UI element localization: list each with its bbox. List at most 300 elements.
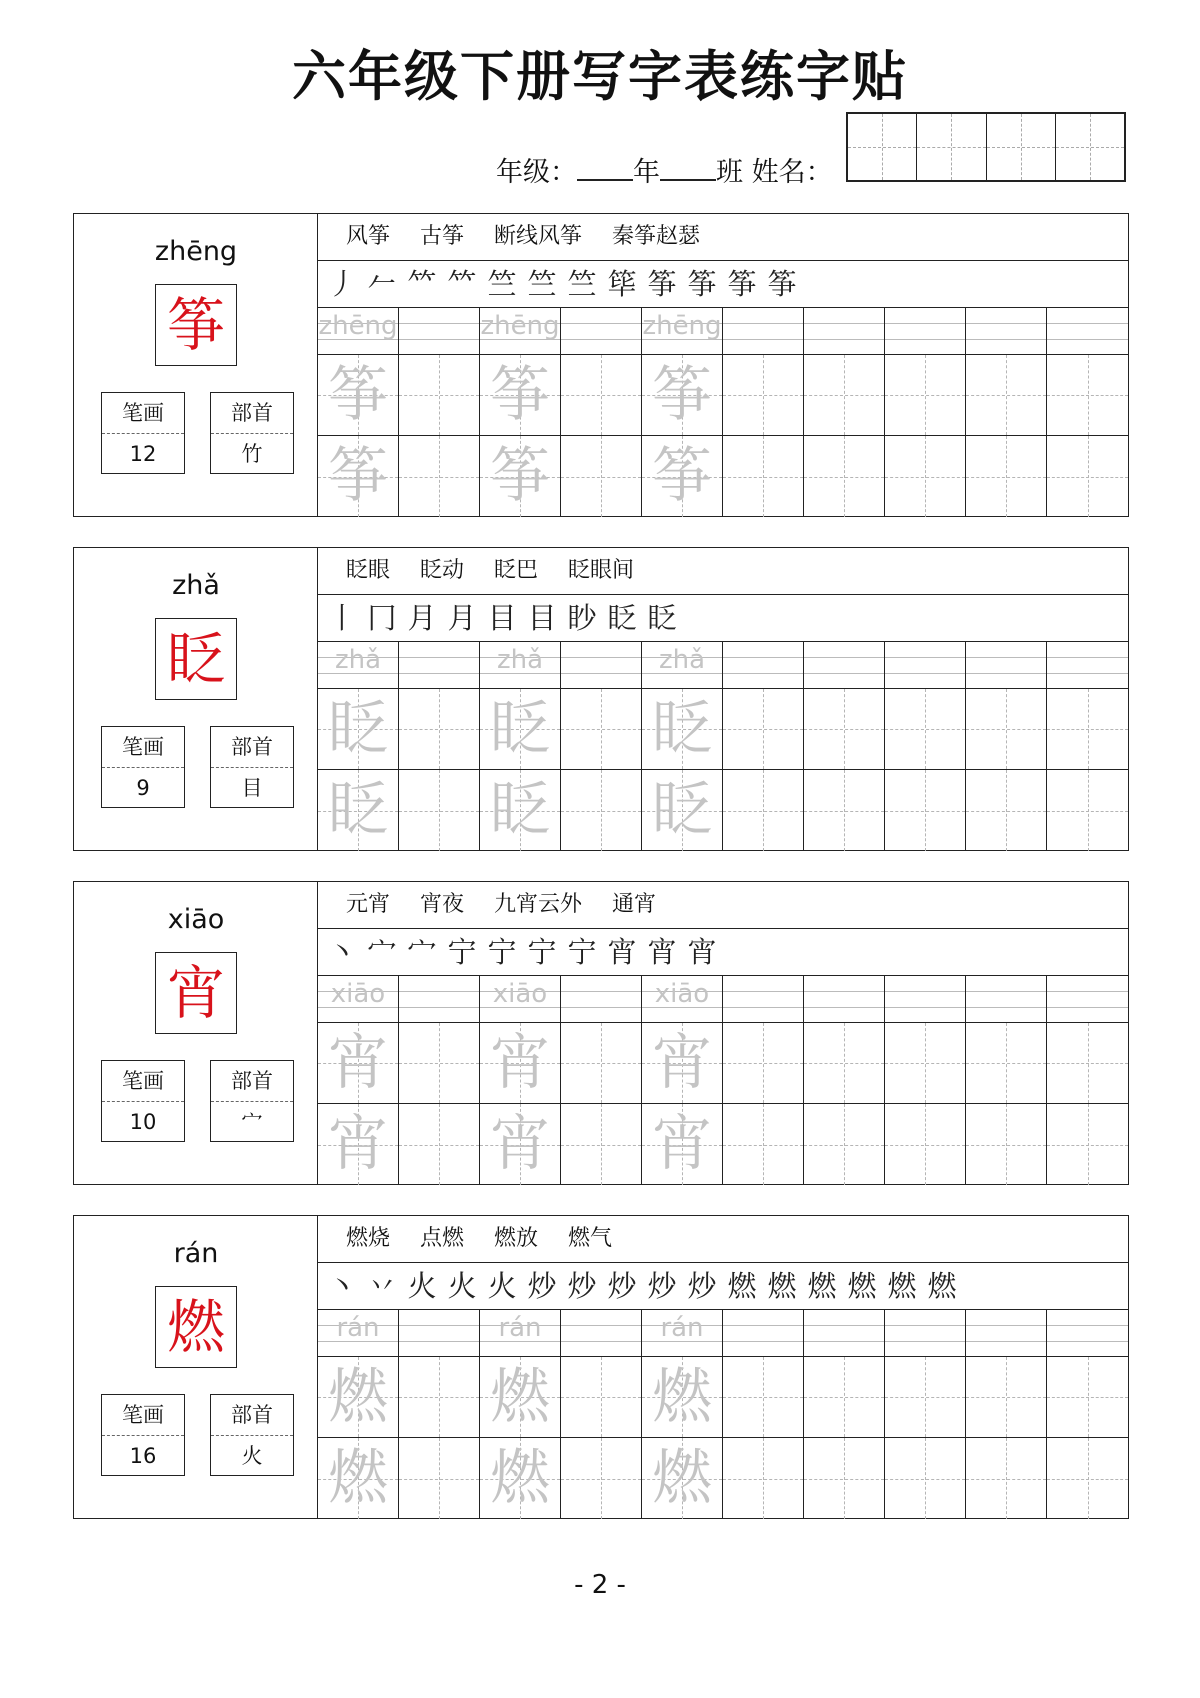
stroke-order-step: 燃 xyxy=(767,1269,797,1303)
pinyin-cell[interactable] xyxy=(723,642,804,688)
radical-value: 火 xyxy=(241,1444,263,1468)
example-word: 眨动 xyxy=(420,558,465,583)
writing-grid xyxy=(318,1310,1128,1519)
writing-cell[interactable] xyxy=(480,1104,561,1185)
trace-character: 宵 xyxy=(328,1109,388,1179)
writing-cell[interactable] xyxy=(723,1357,804,1437)
practice-area xyxy=(318,548,1128,850)
example-words xyxy=(318,548,1128,595)
writing-cell[interactable] xyxy=(399,436,480,517)
pinyin-cell[interactable] xyxy=(966,308,1047,354)
writing-cell[interactable] xyxy=(318,1104,399,1185)
writing-cell[interactable] xyxy=(399,355,480,435)
pinyin-cell[interactable] xyxy=(318,976,399,1022)
pinyin-cell[interactable] xyxy=(480,642,561,688)
stroke-count-box xyxy=(101,1060,185,1142)
pinyin-cell[interactable] xyxy=(804,1310,885,1356)
writing-cell[interactable] xyxy=(642,770,723,851)
practice-block xyxy=(73,547,1129,851)
writing-cell[interactable] xyxy=(885,1104,966,1185)
character-row xyxy=(318,436,1128,517)
example-word: 宵夜 xyxy=(420,892,465,917)
trace-character: 宵 xyxy=(652,1109,712,1179)
trace-character: 眨 xyxy=(328,694,388,764)
trace-character: 筝 xyxy=(652,441,712,511)
pinyin-cell[interactable] xyxy=(723,976,804,1022)
writing-cell[interactable] xyxy=(1047,1023,1128,1103)
pinyin-trace: rán xyxy=(660,1313,704,1343)
character-row xyxy=(318,1023,1128,1104)
example-word: 风筝 xyxy=(346,224,391,249)
stroke-order-step: 宁 xyxy=(567,935,597,969)
stroke-order-step: 筝 xyxy=(727,267,757,301)
stroke-order-step: 目 xyxy=(527,601,557,635)
writing-cell[interactable] xyxy=(885,1023,966,1103)
writing-cell[interactable] xyxy=(1047,770,1128,851)
pinyin-trace: zhǎ xyxy=(496,645,544,675)
character-pinyin: zhǎ xyxy=(172,570,220,601)
pinyin-cell[interactable] xyxy=(642,308,723,354)
character-info xyxy=(74,548,318,850)
name-box-cell[interactable] xyxy=(987,114,1056,180)
pinyin-cell[interactable] xyxy=(723,308,804,354)
writing-cell[interactable] xyxy=(399,689,480,769)
stroke-count-box xyxy=(101,392,185,474)
stroke-order-step: 火 xyxy=(407,1269,437,1303)
stroke-order-step: 炒 xyxy=(567,1269,597,1303)
writing-cell[interactable] xyxy=(1047,1357,1128,1437)
trace-character: 筝 xyxy=(328,441,388,511)
character-info xyxy=(74,214,318,516)
stroke-order-step: 燃 xyxy=(727,1269,757,1303)
pinyin-cell[interactable] xyxy=(1047,976,1128,1022)
example-words xyxy=(318,882,1128,929)
example-word: 通宵 xyxy=(612,892,657,917)
writing-cell[interactable] xyxy=(642,1438,723,1519)
writing-cell[interactable] xyxy=(723,1023,804,1103)
pinyin-trace: xiāo xyxy=(492,979,548,1009)
pinyin-cell[interactable] xyxy=(723,1310,804,1356)
character-row xyxy=(318,1438,1128,1519)
example-word: 燃烧 xyxy=(346,1226,391,1251)
stroke-order-step: 筝 xyxy=(687,267,717,301)
pinyin-row xyxy=(318,976,1128,1023)
writing-cell[interactable] xyxy=(561,355,642,435)
radical-box xyxy=(210,1060,294,1142)
writing-cell[interactable] xyxy=(480,1023,561,1103)
writing-cell[interactable] xyxy=(804,1104,885,1185)
pinyin-cell[interactable] xyxy=(642,976,723,1022)
practice-block xyxy=(73,213,1129,517)
stroke-order-step: 燃 xyxy=(847,1269,877,1303)
pinyin-cell[interactable] xyxy=(885,642,966,688)
trace-character: 眨 xyxy=(490,694,550,764)
pinyin-trace: rán xyxy=(498,1313,542,1343)
stroke-order-step: 火 xyxy=(447,1269,477,1303)
writing-cell[interactable] xyxy=(1047,1104,1128,1185)
character-row xyxy=(318,770,1128,851)
stroke-order-row xyxy=(318,595,1128,642)
stroke-order-step: 燃 xyxy=(927,1269,957,1303)
class-blank[interactable] xyxy=(660,157,716,181)
example-word: 眨眼间 xyxy=(568,558,635,583)
pinyin-cell[interactable] xyxy=(318,1310,399,1356)
writing-cell[interactable] xyxy=(885,436,966,517)
stroke-order-step: 月 xyxy=(407,601,437,635)
stroke-order-step: 目 xyxy=(487,601,517,635)
writing-cell[interactable] xyxy=(1047,355,1128,435)
example-word: 秦筝赵瑟 xyxy=(612,224,701,249)
stroke-count-label: 笔画 xyxy=(102,1395,184,1436)
practice-area xyxy=(318,1216,1128,1518)
pinyin-trace: zhēng xyxy=(480,311,560,341)
character-pinyin: xiāo xyxy=(167,904,225,935)
trace-character: 宵 xyxy=(490,1028,550,1098)
writing-cell[interactable] xyxy=(480,689,561,769)
name-box-cell[interactable] xyxy=(917,114,986,180)
stroke-order-step: 月 xyxy=(447,601,477,635)
pinyin-cell[interactable] xyxy=(642,1310,723,1356)
writing-cell[interactable] xyxy=(804,1023,885,1103)
stroke-order-step: 筚 xyxy=(607,267,637,301)
writing-cell[interactable] xyxy=(966,770,1047,851)
radical-value: 竹 xyxy=(241,442,263,466)
stroke-count-label: 笔画 xyxy=(102,1061,184,1102)
writing-cell[interactable] xyxy=(642,355,723,435)
writing-cell[interactable] xyxy=(399,1438,480,1519)
stroke-order-step: 燃 xyxy=(807,1269,837,1303)
stroke-order-step: 冂 xyxy=(367,601,397,635)
stroke-order-step: 竺 xyxy=(487,267,517,301)
stroke-order-row xyxy=(318,929,1128,976)
stroke-order-step: 丷 xyxy=(367,1269,397,1303)
trace-character: 筝 xyxy=(490,360,550,430)
writing-grid xyxy=(318,976,1128,1185)
stroke-order-step: 宵 xyxy=(647,935,677,969)
stroke-order-step: 竺 xyxy=(567,267,597,301)
stroke-order-step: 筝 xyxy=(647,267,677,301)
trace-character: 眨 xyxy=(328,775,388,845)
writing-cell[interactable] xyxy=(318,689,399,769)
grade-label: 年级： xyxy=(496,157,577,188)
stroke-order-step: 竺 xyxy=(527,267,557,301)
pinyin-trace: zhǎ xyxy=(334,645,382,675)
pinyin-cell[interactable] xyxy=(318,308,399,354)
stroke-order-step: 炒 xyxy=(647,1269,677,1303)
pinyin-trace: zhǎ xyxy=(658,645,706,675)
writing-cell[interactable] xyxy=(804,355,885,435)
writing-cell[interactable] xyxy=(642,436,723,517)
pinyin-cell[interactable] xyxy=(966,976,1047,1022)
writing-cell[interactable] xyxy=(804,1357,885,1437)
student-info-line xyxy=(496,150,833,189)
writing-cell[interactable] xyxy=(642,1357,723,1437)
practice-block xyxy=(73,1215,1129,1519)
pinyin-trace: rán xyxy=(336,1313,380,1343)
writing-cell[interactable] xyxy=(561,770,642,851)
writing-cell[interactable] xyxy=(804,1438,885,1519)
example-word: 眨眼 xyxy=(346,558,391,583)
stroke-order-step: 炒 xyxy=(687,1269,717,1303)
trace-character: 燃 xyxy=(490,1362,550,1432)
pinyin-cell[interactable] xyxy=(804,976,885,1022)
pinyin-row xyxy=(318,1310,1128,1357)
writing-cell[interactable] xyxy=(561,1104,642,1185)
pinyin-cell[interactable] xyxy=(399,308,480,354)
radical-value: 宀 xyxy=(241,1110,263,1134)
writing-cell[interactable] xyxy=(318,1357,399,1437)
writing-cell[interactable] xyxy=(480,1357,561,1437)
trace-character: 筝 xyxy=(652,360,712,430)
writing-cell[interactable] xyxy=(399,1023,480,1103)
stroke-order-step: 宵 xyxy=(687,935,717,969)
pinyin-cell[interactable] xyxy=(642,642,723,688)
name-label: 姓名： xyxy=(751,157,833,188)
radical-label: 部首 xyxy=(211,1395,293,1436)
example-word: 断线风筝 xyxy=(494,224,583,249)
stroke-order-step: 丨 xyxy=(327,601,357,635)
stroke-order-row xyxy=(318,1263,1128,1310)
writing-cell[interactable] xyxy=(1047,436,1128,517)
writing-cell[interactable] xyxy=(804,436,885,517)
trace-character: 宵 xyxy=(328,1028,388,1098)
stroke-order-step: 宀 xyxy=(407,935,437,969)
pinyin-cell[interactable] xyxy=(1047,308,1128,354)
radical-box xyxy=(210,726,294,808)
character-pinyin: rán xyxy=(173,1238,219,1269)
radical-box xyxy=(210,392,294,474)
stroke-order-step: 丶 xyxy=(327,935,357,969)
stroke-order-row xyxy=(318,261,1128,308)
writing-cell[interactable] xyxy=(966,1357,1047,1437)
writing-cell[interactable] xyxy=(723,355,804,435)
stroke-order-step: 宁 xyxy=(487,935,517,969)
radical-label: 部首 xyxy=(211,393,293,434)
name-box-cell[interactable] xyxy=(1056,114,1124,180)
writing-grid xyxy=(318,642,1128,851)
pinyin-cell[interactable] xyxy=(885,1310,966,1356)
pinyin-trace: xiāo xyxy=(330,979,386,1009)
stroke-order-step: 𥫗 xyxy=(447,267,477,301)
trace-character: 眨 xyxy=(490,775,550,845)
writing-cell[interactable] xyxy=(561,1357,642,1437)
writing-cell[interactable] xyxy=(480,355,561,435)
writing-cell[interactable] xyxy=(966,1438,1047,1519)
pinyin-cell[interactable] xyxy=(1047,1310,1128,1356)
stroke-order-step: 筝 xyxy=(767,267,797,301)
pinyin-cell[interactable] xyxy=(318,642,399,688)
trace-character: 燃 xyxy=(328,1362,388,1432)
writing-cell[interactable] xyxy=(561,436,642,517)
model-character: 筝 xyxy=(155,284,237,366)
writing-cell[interactable] xyxy=(318,1023,399,1103)
writing-cell[interactable] xyxy=(885,689,966,769)
stroke-order-step: 宀 xyxy=(367,935,397,969)
trace-character: 燃 xyxy=(490,1443,550,1513)
pinyin-row xyxy=(318,308,1128,355)
writing-cell[interactable] xyxy=(399,1357,480,1437)
pinyin-cell[interactable] xyxy=(885,976,966,1022)
example-word: 燃气 xyxy=(568,1226,613,1251)
stroke-order-step: 炒 xyxy=(527,1269,557,1303)
stroke-count-box xyxy=(101,1394,185,1476)
pinyin-cell[interactable] xyxy=(804,308,885,354)
pinyin-cell[interactable] xyxy=(480,1310,561,1356)
writing-cell[interactable] xyxy=(399,1104,480,1185)
writing-cell[interactable] xyxy=(885,770,966,851)
trace-character: 筝 xyxy=(328,360,388,430)
model-character: 宵 xyxy=(155,952,237,1034)
trace-character: 宵 xyxy=(652,1028,712,1098)
pinyin-cell[interactable] xyxy=(480,308,561,354)
page-number: - 2 - xyxy=(574,1570,626,1600)
writing-cell[interactable] xyxy=(966,1104,1047,1185)
writing-cell[interactable] xyxy=(642,1104,723,1185)
pinyin-cell[interactable] xyxy=(966,1310,1047,1356)
example-word: 古筝 xyxy=(420,224,465,249)
model-character: 眨 xyxy=(155,618,237,700)
writing-cell[interactable] xyxy=(966,436,1047,517)
writing-cell[interactable] xyxy=(1047,1438,1128,1519)
stroke-order-step: 眇 xyxy=(567,601,597,635)
radical-label: 部首 xyxy=(211,727,293,768)
page-title: 六年级下册写字表练字贴 xyxy=(292,45,908,108)
radical-box xyxy=(210,1394,294,1476)
pinyin-cell[interactable] xyxy=(561,642,642,688)
year-label: 年 xyxy=(633,157,660,188)
writing-cell[interactable] xyxy=(723,770,804,851)
stroke-count-label: 笔画 xyxy=(102,393,184,434)
writing-cell[interactable] xyxy=(966,689,1047,769)
example-word: 燃放 xyxy=(494,1226,539,1251)
writing-cell[interactable] xyxy=(723,436,804,517)
writing-cell[interactable] xyxy=(480,1438,561,1519)
writing-cell[interactable] xyxy=(318,770,399,851)
writing-grid xyxy=(318,308,1128,517)
writing-cell[interactable] xyxy=(561,1438,642,1519)
stroke-order-step: 炒 xyxy=(607,1269,637,1303)
writing-cell[interactable] xyxy=(966,355,1047,435)
stroke-order-step: 宵 xyxy=(607,935,637,969)
pinyin-cell[interactable] xyxy=(1047,642,1128,688)
pinyin-cell[interactable] xyxy=(480,976,561,1022)
character-row xyxy=(318,1357,1128,1438)
stroke-order-step: 燃 xyxy=(887,1269,917,1303)
writing-cell[interactable] xyxy=(723,689,804,769)
stroke-count-label: 笔画 xyxy=(102,727,184,768)
stroke-order-step: 丶 xyxy=(327,1269,357,1303)
writing-cell[interactable] xyxy=(885,355,966,435)
stroke-order-step: 火 xyxy=(487,1269,517,1303)
writing-cell[interactable] xyxy=(885,1357,966,1437)
stroke-order-step: 宁 xyxy=(447,935,477,969)
writing-cell[interactable] xyxy=(885,1438,966,1519)
writing-cell[interactable] xyxy=(1047,689,1128,769)
example-word: 眨巴 xyxy=(494,558,539,583)
writing-cell[interactable] xyxy=(966,1023,1047,1103)
trace-character: 眨 xyxy=(652,694,712,764)
grade-blank[interactable] xyxy=(577,157,633,181)
stroke-order-step: 宁 xyxy=(527,935,557,969)
writing-cell[interactable] xyxy=(804,770,885,851)
pinyin-cell[interactable] xyxy=(885,308,966,354)
model-character: 燃 xyxy=(155,1286,237,1368)
stroke-order-step: 眨 xyxy=(647,601,677,635)
pinyin-cell[interactable] xyxy=(561,1310,642,1356)
writing-cell[interactable] xyxy=(642,689,723,769)
stroke-order-step: 眨 xyxy=(607,601,637,635)
writing-cell[interactable] xyxy=(804,689,885,769)
character-pinyin: zhēng xyxy=(154,236,238,267)
pinyin-trace: xiāo xyxy=(654,979,710,1009)
pinyin-cell[interactable] xyxy=(966,642,1047,688)
example-word: 点燃 xyxy=(420,1226,465,1251)
example-words xyxy=(318,214,1128,261)
stroke-count-value: 9 xyxy=(136,776,150,800)
pinyin-cell[interactable] xyxy=(561,976,642,1022)
pinyin-cell[interactable] xyxy=(804,642,885,688)
stroke-order-step: 𥫗 xyxy=(407,267,437,301)
pinyin-row xyxy=(318,642,1128,689)
example-words xyxy=(318,1216,1128,1263)
writing-cell[interactable] xyxy=(642,1023,723,1103)
practice-area xyxy=(318,882,1128,1184)
name-box-cell[interactable] xyxy=(848,114,917,180)
radical-label: 部首 xyxy=(211,1061,293,1102)
writing-cell[interactable] xyxy=(561,1023,642,1103)
trace-character: 筝 xyxy=(490,441,550,511)
writing-cell[interactable] xyxy=(480,770,561,851)
stroke-count-value: 10 xyxy=(129,1110,157,1134)
name-writing-boxes[interactable] xyxy=(846,112,1126,182)
pinyin-trace: zhēng xyxy=(642,311,722,341)
writing-cell[interactable] xyxy=(318,1438,399,1519)
stroke-count-box xyxy=(101,726,185,808)
character-row xyxy=(318,689,1128,770)
writing-cell[interactable] xyxy=(399,770,480,851)
trace-character: 燃 xyxy=(652,1443,712,1513)
pinyin-cell[interactable] xyxy=(399,642,480,688)
trace-character: 眨 xyxy=(652,775,712,845)
pinyin-cell[interactable] xyxy=(561,308,642,354)
trace-character: 燃 xyxy=(328,1443,388,1513)
class-label: 班 xyxy=(716,157,743,188)
pinyin-cell[interactable] xyxy=(399,976,480,1022)
radical-value: 目 xyxy=(241,776,263,800)
stroke-count-value: 12 xyxy=(129,442,157,466)
stroke-order-step: 丿 xyxy=(327,267,357,301)
writing-cell[interactable] xyxy=(723,1438,804,1519)
pinyin-trace: zhēng xyxy=(318,311,398,341)
writing-cell[interactable] xyxy=(723,1104,804,1185)
pinyin-cell[interactable] xyxy=(399,1310,480,1356)
stroke-order-step: 𠂉 xyxy=(367,267,397,301)
practice-area xyxy=(318,214,1128,516)
character-info xyxy=(74,882,318,1184)
character-row xyxy=(318,1104,1128,1185)
practice-block xyxy=(73,881,1129,1185)
writing-cell[interactable] xyxy=(561,689,642,769)
trace-character: 燃 xyxy=(652,1362,712,1432)
writing-cell[interactable] xyxy=(318,355,399,435)
example-word: 九宵云外 xyxy=(494,892,583,917)
stroke-count-value: 16 xyxy=(129,1444,157,1468)
writing-cell[interactable] xyxy=(318,436,399,517)
writing-cell[interactable] xyxy=(480,436,561,517)
trace-character: 宵 xyxy=(490,1109,550,1179)
character-row xyxy=(318,355,1128,436)
example-word: 元宵 xyxy=(346,892,391,917)
